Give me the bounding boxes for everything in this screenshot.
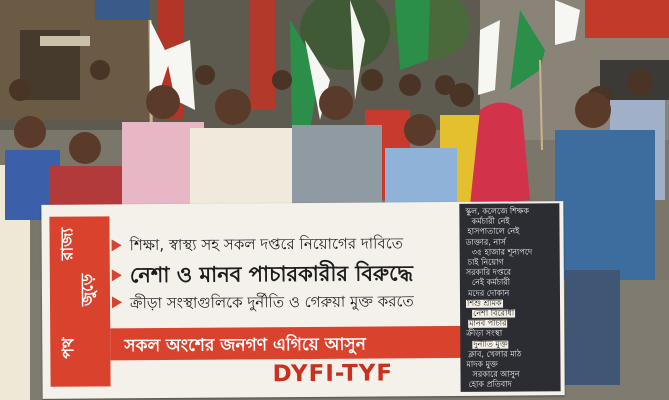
side-panel-line: চাই নিয়োগ [467, 257, 504, 267]
side-panel-text [465, 206, 557, 390]
side-panel-line: সরকারে আসুন [472, 369, 520, 380]
side-panel-line: ক্রীড়া সংস্থা [466, 329, 503, 339]
side-panel-line: মদের দোকান [467, 288, 510, 298]
side-panel-line: দুর্নীতি মুক্ত [473, 339, 508, 349]
banner-line-3: ক্রীড়া সংস্থাগুলিকে দুর্নীতি ও গেরুয়া মুক্ত করতে [129, 292, 414, 313]
side-panel-line: মাদক মুক্ত [466, 359, 498, 369]
side-panel-line: সরকারি দপ্তরে [465, 267, 512, 278]
side-panel [459, 203, 560, 392]
side-panel-line: হাসপাতালে নেই [467, 226, 520, 237]
side-panel-line: শিশু শ্রমিক [466, 298, 502, 308]
side-panel-line: নেশা বিরোধী [473, 308, 515, 318]
side-panel-line: নেই কর্মচারী [471, 277, 511, 288]
arrow-2 [112, 269, 122, 281]
arrow-1 [112, 239, 122, 251]
protest-banner [41, 201, 564, 399]
arrow-3 [112, 296, 122, 308]
side-panel-line: স্কুল, কলেজে শিক্ষক [465, 206, 530, 216]
side-panel-line: মানব পাচার [469, 318, 507, 329]
vertical-text-3: পথ [58, 337, 78, 359]
side-panel-line: হোক প্রতিবাদ [468, 379, 512, 390]
org-name: DYFI-TYF [272, 360, 394, 388]
slogan-text: সকল অংশের জনগণ এগিয়ে আসুন [124, 334, 366, 357]
banner-line-1: শিক্ষা, স্বাস্থ্য সহ সকল দপ্তরে নিয়োগের দাবিতে [129, 234, 404, 255]
side-panel-line: ৩৫ হাজার শূন্যপদে [471, 247, 533, 257]
side-panel-line: ডাক্তার, নার্স [465, 237, 506, 247]
vertical-text-1: রাজ্য [57, 227, 77, 261]
side-panel-line: ক্লাব, খেলার মাঠ [468, 349, 522, 359]
banner-line-2: নেশা ও মানব পাচারকারীর বিরুদ্ধে [129, 261, 414, 288]
slogan-bar [110, 326, 478, 361]
vertical-text-2: জুড়ে [77, 273, 97, 307]
side-panel-line: কর্মচারী নেই [471, 216, 510, 227]
banner-left-red-block [49, 216, 110, 386]
